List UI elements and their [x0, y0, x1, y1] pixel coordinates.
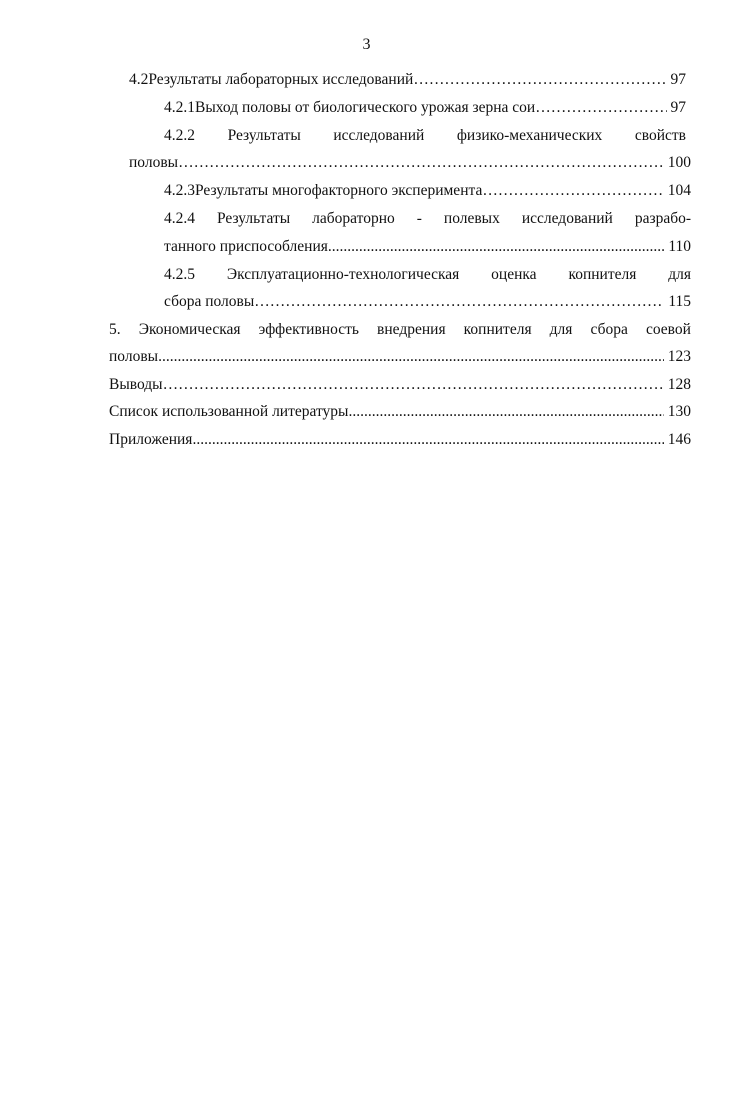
toc-entry-word: сбора — [590, 321, 628, 338]
toc-entry-page: 97 — [670, 99, 686, 116]
toc-leader-dots — [158, 347, 664, 367]
toc-entry-5-line2[interactable] — [109, 347, 691, 367]
toc-entry-word: Результаты — [216, 210, 291, 227]
toc-entry-word: оценка — [491, 266, 537, 283]
toc-leader-dots — [482, 181, 663, 201]
toc-entry-page: 104 — [667, 182, 691, 199]
toc-entry-word: для — [549, 321, 573, 338]
toc-entry-title: Приложения — [109, 431, 193, 448]
toc-entry-word: - — [416, 210, 422, 227]
toc-entry-4-2-4-line2[interactable] — [164, 237, 691, 257]
toc-entry-word: внедрения — [377, 321, 446, 338]
toc-entry-word: копнителя — [568, 266, 637, 283]
toc-entry-4-2-2-line1[interactable] — [164, 126, 686, 146]
toc-entry-number: 4.2.3 — [164, 182, 195, 199]
toc-entry-title: Выводы — [109, 376, 163, 393]
toc-leader-dots — [535, 98, 666, 118]
toc-entry-page: 146 — [667, 431, 691, 448]
toc-entry-word: разрабо- — [634, 210, 691, 227]
toc-entry-page: 100 — [667, 154, 691, 171]
toc-entry-number: 4.2 — [129, 71, 149, 88]
toc-entry-word: Экономическая — [138, 321, 241, 338]
toc-entry-conclusions[interactable] — [109, 375, 691, 395]
toc-entry-word: для — [668, 266, 691, 283]
toc-entry-title: танного приспособления — [164, 238, 328, 255]
toc-entry-title: Результаты лабораторных исследований — [148, 71, 414, 88]
toc-leader-dots — [163, 375, 664, 395]
toc-entry-page: 97 — [670, 71, 686, 88]
toc-entry-title: Выход половы от биологического урожая зерна сои — [195, 99, 536, 116]
toc-entry-word: физико-механических — [456, 127, 603, 144]
toc-entry-title: Список использованной литературы — [109, 403, 349, 420]
toc-entry-word: исследований — [521, 210, 613, 227]
toc-entry-title: сбора половы — [164, 293, 255, 310]
toc-entry-page: 130 — [667, 403, 691, 420]
toc-entry-page: 110 — [668, 238, 691, 255]
toc-entry-references[interactable] — [109, 402, 691, 422]
toc-leader-dots — [328, 237, 664, 257]
toc-entry-word: полевых — [443, 210, 500, 227]
toc-entry-appendices[interactable] — [109, 430, 691, 450]
toc-entry-page: 123 — [667, 348, 691, 365]
toc-entry-number: 4.2.4 — [164, 210, 195, 227]
toc-entry-number: 4.2.2 — [164, 127, 195, 144]
toc-entry-4-2-4-line1[interactable] — [164, 209, 691, 229]
toc-entry-4-2-5-line1[interactable] — [164, 265, 691, 285]
toc-entry-word: свойств — [634, 127, 686, 144]
toc-entry-word: исследований — [333, 127, 425, 144]
toc-entry-number: 4.2.1 — [164, 99, 195, 116]
toc-entry-word: 5. — [109, 321, 121, 338]
toc-entry-word: Эксплуатационно-технологическая — [226, 266, 460, 283]
toc-entry-4-2-3[interactable] — [164, 181, 691, 201]
toc-entry-word: эффективность — [258, 321, 359, 338]
toc-entry-number: 4.2.5 — [164, 266, 195, 283]
toc-entry-4-2-1[interactable] — [164, 98, 686, 118]
toc-entry-page: 115 — [668, 293, 691, 310]
toc-entry-word: копнителя — [463, 321, 532, 338]
toc-entry-word: соевой — [645, 321, 691, 338]
page-number: 3 — [362, 36, 371, 53]
toc-entry-4-2-2-line2[interactable] — [129, 153, 691, 173]
toc-entry-5-line1[interactable] — [109, 320, 691, 340]
toc-entry-4-2-5-line2[interactable] — [164, 292, 691, 312]
toc-entry-4-2[interactable] — [129, 70, 686, 90]
toc-leader-dots — [254, 292, 664, 312]
toc-entry-title: половы — [129, 154, 179, 171]
toc-leader-dots — [348, 402, 663, 422]
toc-entry-page: 128 — [667, 376, 691, 393]
toc-leader-dots — [178, 153, 664, 173]
toc-entry-title: половы — [109, 348, 159, 365]
toc-entry-title: Результаты многофакторного эксперимента — [195, 182, 483, 199]
toc-entry-word: лабораторно — [312, 210, 395, 227]
toc-leader-dots — [413, 70, 666, 90]
toc-entry-word: Результаты — [227, 127, 301, 144]
toc-leader-dots — [192, 430, 663, 450]
